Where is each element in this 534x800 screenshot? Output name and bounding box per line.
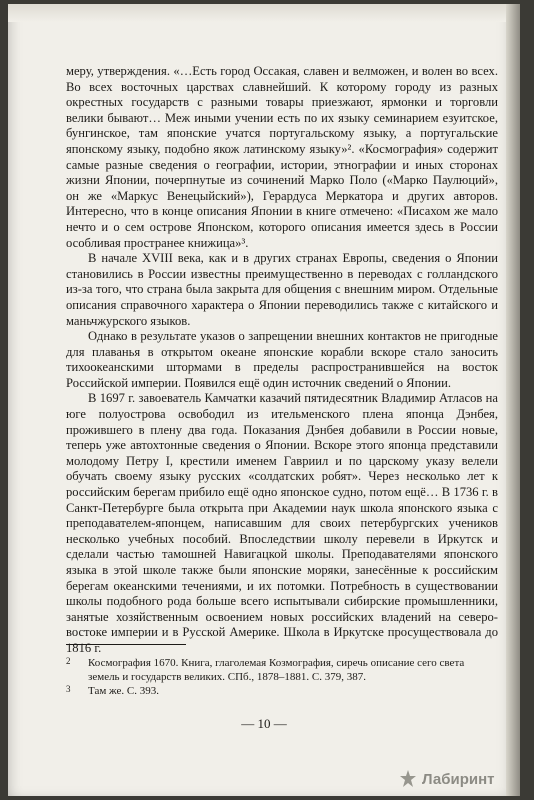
footnote-text: Космография 1670. Книга, глаголемая Козмография, сиречь описание сего света земель и государств великих. СПб., 1878–1881. С. 379, 387. <box>88 657 465 683</box>
watermark-text: Лабиринт <box>422 770 495 788</box>
book-page <box>8 4 520 796</box>
footnote-divider <box>66 644 186 645</box>
footnote-3 <box>66 684 498 698</box>
paragraph-4: В 1697 г. завоеватель Камчатки казачий пятидесятник Владимир Атласов на юге полуострова освободил из ительменского плена японца Дэнбея, прожившего в плену два года. Показания Дэнбея добавили в России новые, теперь уже автохтонные сведения о Японии. Вскоре этого японца представили молодому Петру I, крестили именем Гавриил и по царскому указу велели обучать своему языку русских «солдатских робят». Через несколько лет к российским берегам прибило ещё одно японское судно, потом ещё… В 1736 г. в Санкт-Петербурге была открыта при Академии наук школа японского языка с преподавателем-японцем, написавшим для своих петербургских учеников несколько учебных пособий. Впоследствии школу перевели в Иркутск и сделали частью тамошней Навигацкой школы. Преподавателями японского языка в этой школе также были японские моряки, занесённые к российским берегам океанскими течениями, и их потомки. Потребность в существовании школы подобного рода больше всего испытывали сибирские промышленники, занятые хозяйственным освоением новых российских владений на северо-востоке империи и в Русской Америке. Школа в Иркутске просуществовала до 1816 г. <box>66 391 498 655</box>
paragraph-1: меру, утверждения. «…Есть город Оссакая, славен и велможен, и волен во всех. Во всех восточных царствах славнейший. К которому городу из разных окрестных государств с разными товары приезжают, ярмонки и торговли велики бывают… Меж иными учении есть по их языку семинарием езуитское, бунгинское, там японские учатся португальскому языку, а португальские японскому языку, подобно якож латинскому языку»². «Космография» содержит самые разные сведения о географии, истории, этнографии и иных сторонах жизни Японии, почерпнутые из сочинений Марко Поло («Марко Паулюций», он же «Маркус Венецыйский»), Герардуса Меркатора и других авторов. Интересно, что в конце описания Японии в книге отмечено: «Писахом же мало нечто и о сем острове Японском, которого описания имеется здесь в России особливая пространее книжица»³. <box>66 64 498 250</box>
paragraph-2: В начале XVIII века, как и в других странах Европы, сведения о Японии становились в России известны преимущественно в переводах с голландского из-за того, что страна была закрыта для общения с внешним миром. Отдельные описания справочного характера о Японии переводились также с китайского и маньчжурского языков. <box>66 251 498 328</box>
watermark-logo <box>398 766 526 792</box>
footnote-number: 3 <box>66 684 71 694</box>
page-top-shadow <box>8 4 520 22</box>
labirint-logo-icon <box>398 769 418 789</box>
book-spine-shadow <box>506 4 520 796</box>
footnote-2 <box>66 656 498 684</box>
footnote-number: 2 <box>66 656 71 666</box>
footnotes <box>66 656 498 698</box>
main-text <box>66 64 498 657</box>
footnote-text: Там же. С. 393. <box>88 685 159 697</box>
paragraph-3: Однако в результате указов о запрещении внешних контактов не пригодные для плаванья в открытом океане японские корабли вскоре стало заносить тихоокеанскими штормами в пределы распространившейся на восток Российской империи. Появился ещё один источник сведений о Японии. <box>66 329 498 390</box>
page-number: — 10 — <box>241 716 287 731</box>
